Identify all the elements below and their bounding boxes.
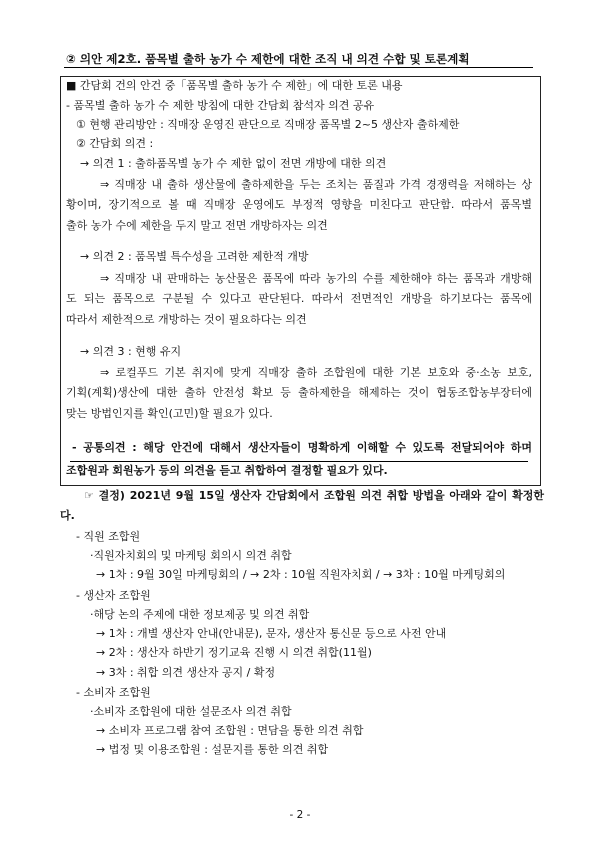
current-policy: ① 현행 관리방안 : 직매장 운영진 판단으로 직매장 품목별 2~5 생산자 출하제한 <box>76 118 460 131</box>
consumer-member-method: ·소비자 조합원에 대한 설문조사 의견 취합 <box>90 705 292 718</box>
producer-step-2: → 2차 : 생산자 하반기 정기교육 진행 시 의견 취합(11월) <box>96 646 372 659</box>
common-opinion-line-2: 조합원과 회원농가 등의 의견을 듣고 취합하여 결정할 필요가 있다. <box>66 464 388 477</box>
producer-step-3: → 3차 : 취합 의견 생산자 공지 / 확정 <box>96 666 276 679</box>
opinion-3-line-1: ⇒ 로컬푸드 기본 취지에 맞게 직매장 출하 조합원에 대한 기본 보호와 중·소농 보호, <box>100 366 532 379</box>
heading-underline <box>64 67 533 68</box>
opinion-1-line-2: 황이며, 장기적으로 볼 때 직매장 운영에도 부정적 영향을 미친다고 판단함. 따라서 품목별 <box>66 198 532 211</box>
opinion-1-title: → 의견 1 : 출하품목별 농가 수 제한 없이 전면 개방에 대한 의견 <box>80 157 387 170</box>
opinion-2-line-3: 따라서 제한적으로 개방하는 것이 필요하다는 의견 <box>66 313 307 326</box>
decision-line-1: ☞ 결정) 2021년 9월 15일 생산자 간담회에서 조합원 의견 취합 방법을 아래와 같이 확정한 <box>84 489 544 502</box>
staff-member-schedule: → 1차 : 9월 30일 마케팅회의 / → 2차 : 10월 직원자치회 / → 3차 : 10월 마케팅회의 <box>96 568 506 581</box>
producer-member-method: ·해당 논의 주제에 대한 정보제공 및 의견 취합 <box>90 608 310 621</box>
consumer-step-2: → 법정 및 이용조합원 : 설문지를 통한 의견 취합 <box>96 743 329 756</box>
box-subtitle: - 품목별 출하 농가 수 제한 방침에 대한 간담회 참석자 의견 공유 <box>66 99 375 112</box>
decision-line-2: 다. <box>60 509 75 522</box>
consumer-member-title: - 소비자 조합원 <box>76 686 151 699</box>
opinion-3-line-3: 맞는 방법인지를 확인(고민)할 필요가 있다. <box>66 407 273 420</box>
opinion-2-line-1: ⇒ 직매장 내 판매하는 농산물은 품목에 따라 농가의 수를 제한해야 하는 품목과 개방해 <box>100 272 532 285</box>
producer-step-1: → 1차 : 개별 생산자 안내(안내문), 문자, 생산자 통신문 등으로 사전 안내 <box>96 627 447 640</box>
opinion-3-line-2: 기획(계획)생산에 대한 출하 안전성 확보 등 출하제한을 해제하는 것이 협동조합농부장터에 <box>66 386 532 399</box>
opinion-2-title: → 의견 2 : 품목별 특수성을 고려한 제한적 개방 <box>80 250 309 263</box>
opinion-1-line-3: 출하 농가 수에 제한을 두지 말고 전면 개방하자는 의견 <box>66 219 328 232</box>
common-opinion-underline <box>70 461 528 462</box>
box-title: ■ 간담회 건의 안건 중「품목별 출하 농가 수 제한」에 대한 토론 내용 <box>66 79 403 92</box>
staff-member-title: - 직원 조합원 <box>76 530 141 543</box>
opinion-1-line-1: ⇒ 직매장 내 출하 생산물에 출하제한을 두는 조치는 품질과 가격 경쟁력을 저해하는 상 <box>100 178 532 191</box>
page-number: - 2 - <box>289 809 311 821</box>
producer-member-title: - 생산자 조합원 <box>76 589 151 602</box>
staff-member-method: ·직원자치회의 및 마케팅 회의시 의견 취합 <box>90 549 292 562</box>
common-opinion-line-1: - 공통의견 : 해당 안건에 대해서 생산자들이 명확하게 이해할 수 있도록 전달되어야 하며 <box>72 441 532 454</box>
opinion-3-title: → 의견 3 : 현행 유지 <box>80 345 182 358</box>
agenda-heading: ② 의안 제2호. 품목별 출하 농가 수 제한에 대한 조직 내 의견 수합 및 토론계획 <box>66 52 470 66</box>
consumer-step-1: → 소비자 프로그램 참여 조합원 : 면담을 통한 의견 취합 <box>96 724 364 737</box>
opinion-2-line-2: 도 되는 품목으로 구분될 수 있다고 판단된다. 따라서 전면적인 개방을 하기보다는 품목에 <box>66 292 532 305</box>
meeting-opinions-label: ② 간담회 의견 : <box>76 137 154 150</box>
